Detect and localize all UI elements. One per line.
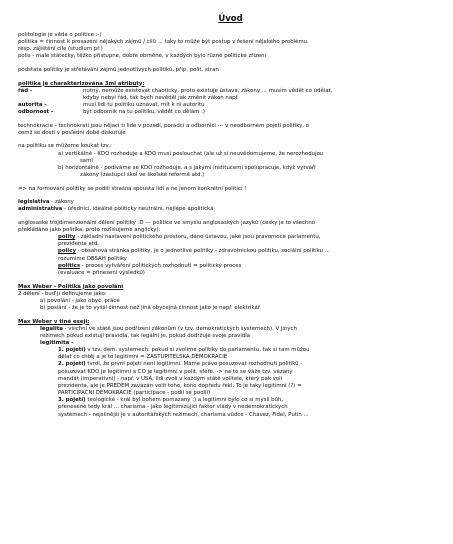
- weber-esej-heading: Max Weber v tiné esejí:: [18, 318, 90, 325]
- anglo-line: překládáno jako politika, proto rozlišujeme anglicky):: [18, 227, 161, 234]
- weber-line: b) poslání - že je to vyšší činnost než jiná obyčejná činnost jako je např. elektrikář: [40, 304, 261, 311]
- document-page: [18, 14, 443, 419]
- weber-esej-section: [18, 319, 443, 419]
- koukat-section: [18, 143, 443, 179]
- weber-line: 2 dělení - buď ji definujeme jako:: [18, 290, 107, 297]
- weber-line: a) povolání - jako obyč. práce: [40, 297, 120, 304]
- anglo-item: rozumíme OBSAH politiky: [58, 255, 127, 262]
- intro-line: resp. zajištění cíle (studium př.): [18, 46, 103, 53]
- legitimita-point: 3. pojetí) teologické - král byl bohem pomazaný :) a legitimní bylo co si myslí bůh,: [58, 397, 284, 404]
- technokracie-line: technokracie - technokrati jsou nějací ti lidé v pozadí, poradci a odborníci --- v neodborném pojetí politiky, o: [18, 122, 310, 129]
- intro-line: polis - malé státečky, těžko přístupné, dobře obrněné, v každých bylo různé politické zřízení: [18, 53, 267, 60]
- anglo-section: [18, 220, 443, 277]
- attributes-heading: politika je charakterizována 3mi atributy:: [18, 80, 145, 87]
- anglo-item: polity - základní nastavení politického prostoru, dáno ústavou, jaké jsou pravomoce parlamentu,: [58, 234, 321, 241]
- legitimita-point: systémech - nejsilnější je v autoritářských režimech, charisma vůdce - Chávez, Fidel, Putin ...: [58, 411, 309, 418]
- anglo-item: (evaluace = přinesení výsledků): [58, 269, 145, 276]
- intro-line: politologie je věda o politice :-): [18, 32, 102, 38]
- attribute-row: kdyby nebyl řád, tak bych nevěděl jak změnit zákon např.: [83, 94, 239, 101]
- koukat-item: b) horizontálně - podíváme se KDO rozhoduje, a s jakými institucemi spolupracuje, když vytváří: [58, 164, 316, 171]
- intro-section: [18, 32, 443, 61]
- legalita-line: režimech pokud existují pravidla, tak legální je, pokud dodržuje svoje pravidla: [40, 332, 251, 339]
- anglo-line: anglosaské trojdimenzionální dělení politiky :D --- politice ve smyslu anglosaských jazyků (česky je to všechno: [18, 219, 316, 226]
- legislativa-section: [18, 199, 443, 213]
- koukat-intro: na politiku se můžeme koukat tzv.:: [18, 143, 112, 150]
- legis-line: legislativa - zákony: [18, 199, 74, 206]
- attribute-row: autorita - musí lidi tu politiku uznávat, mít k ní autoritu: [18, 102, 205, 109]
- anglo-item: politics - proces vytváření politických rozhodnutí = politický proces: [58, 262, 242, 269]
- weber-povolani-section: [18, 284, 443, 313]
- intro-line: politika = činnost k prosazení nějakých zájmů / cílů ... taky to může být postup v řešení nějakého problému,: [18, 39, 309, 46]
- koukat-item: a) vertikálně - KDO rozhoduje a KDO musí poslouchat (ale už si neuvědomujeme, že nerozhodujou: [58, 150, 324, 157]
- legitimita-point: posuzovat KDO je legitimní a CO je legitimní v polit. sféře. -> na to se váže tzv. vázaný: [58, 368, 293, 375]
- koukat-item: sami: [80, 157, 93, 164]
- weber-povolani-heading: Max Weber - Politika jako povolání: [18, 283, 124, 290]
- legitimita-point: 2. pojetí) tvrdí, že první pojetí není legitimní. Máme právo posuzovat rozhodnutí politiků -: [58, 361, 303, 368]
- anglo-item: policy - obsahová stránka politiky, je o jednotlivé politiky - zdravotnickou politiku, sociální politiku ...: [58, 248, 330, 255]
- attribute-row: řád - nutný, nemůže existovat chaoticky, proto existuje ústava, zákony ... musím vědět co udělat,: [18, 87, 333, 94]
- document-title: Úvod: [218, 14, 243, 24]
- attribute-row: odbornost - být odborník na tu politiku, vědět co dělám :): [18, 109, 206, 116]
- legis-line: administrativa - úředníci, ideálně politicky neutrální, nejlépe apolitická: [18, 206, 214, 213]
- legitimita-point: přenesené tedy král ... charisma - jako legitimizující faktor vlády v nedemokratických: [58, 404, 288, 411]
- conclusion-line: => na formování politiky se podílí strašná spousta lidí a ne jenom konkrétní politici !: [18, 185, 247, 192]
- legitimita-point: mandát (imperativní) - např. v USA, lidi zvolí v každým státě volitele, který pak volí: [58, 375, 283, 382]
- legitimita-point: 1. pojetí) v tzv. dem. systémech: pokud si zvolíme politiky do parlamentu, tak si tam můžou: [58, 347, 310, 354]
- anglo-item: prezidenta atd.: [58, 241, 100, 248]
- legalita-line: legalita - všichni ve státě jsou podřízení zákonům (v tzv. demokratických systémech). V jiných: [40, 325, 297, 332]
- technokracie-line: čemž se dosti v poslední době diskutuje: [18, 129, 126, 136]
- legitimita-label: legitimita -: [40, 339, 74, 346]
- legitimita-point: prezidenta, ale je PŘEDEM zavázán volit toho, koho dopředu řekl. To je taky legitimní (?) =: [58, 382, 302, 389]
- technokracie-section: [18, 123, 443, 137]
- legitimita-point: PARTICIPAČNÍ DEMOKRACIE (participace - podíl se podílí): [58, 390, 211, 397]
- attributes-section: [18, 81, 443, 117]
- podstata-line: podstata politiky je střetávání zájmů jednotlivých politiků, příp. polit. stran: [18, 67, 219, 74]
- koukat-item: zákony (zástupci škol ve školské reformě atd.): [80, 172, 205, 179]
- legitimita-point: dělat co chtěj a je to legitimní = ZASTUPITELSKÁ DEMOKRACIE: [58, 354, 228, 361]
